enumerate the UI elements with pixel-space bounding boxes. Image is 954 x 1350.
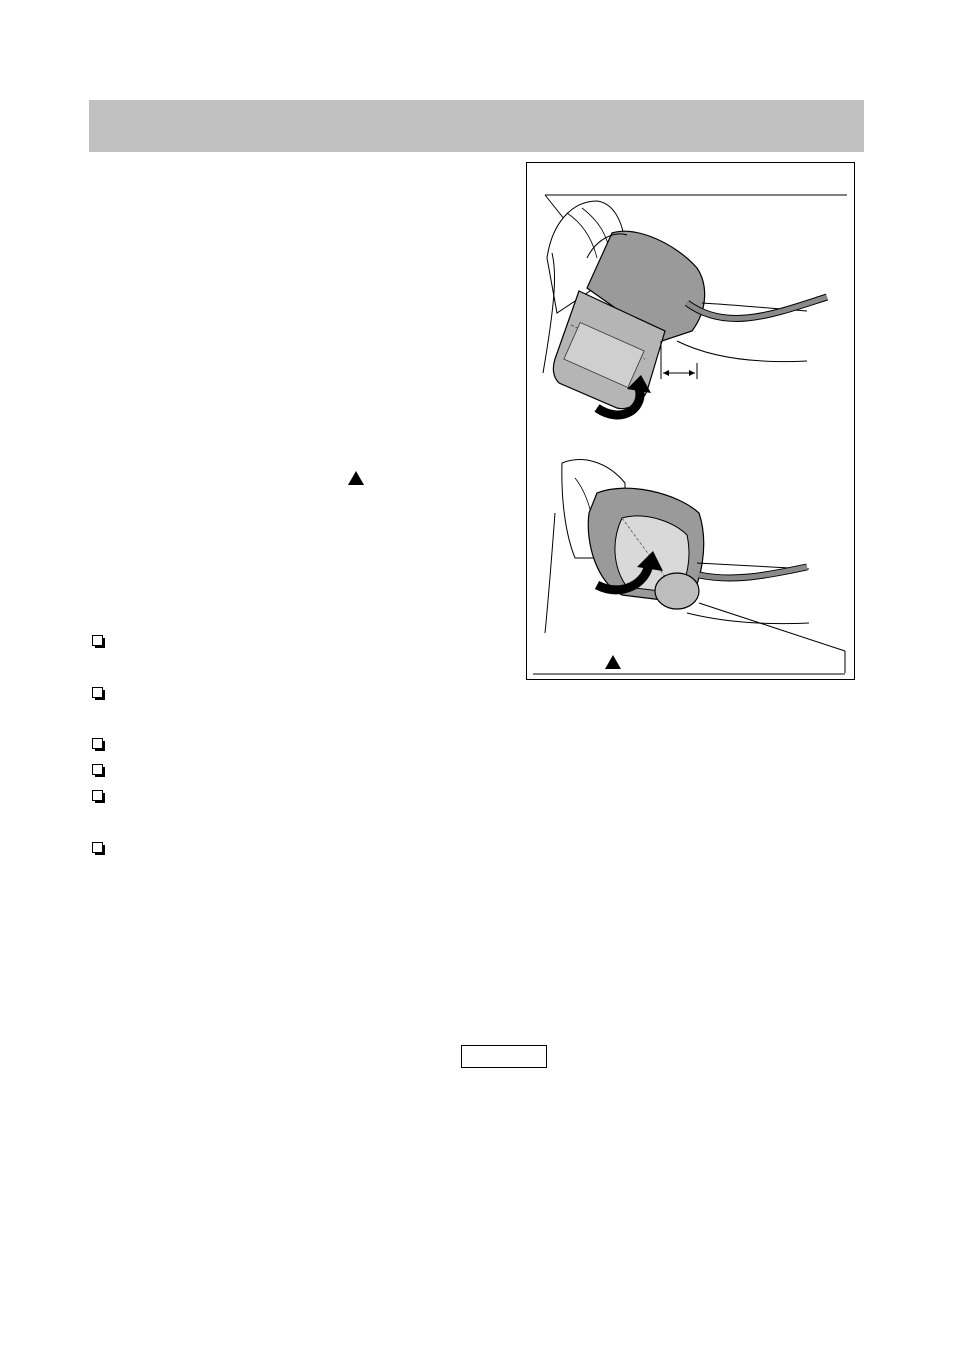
- cuff-illustration-panel: [526, 162, 855, 680]
- figure-triangle-marker-icon: [605, 655, 621, 669]
- checklist-item-2-checkbox-icon: [92, 687, 105, 700]
- checklist-item-1-checkbox-icon: [92, 635, 105, 648]
- lower-arm-figure: [545, 460, 845, 673]
- checklist-item-3-checkbox-icon: [92, 738, 105, 751]
- checklist-item-6-checkbox-icon: [92, 842, 105, 855]
- checklist-item-4-checkbox-icon: [92, 764, 105, 777]
- page-number-box: [461, 1045, 547, 1068]
- callout-leader-bottom: [699, 603, 845, 651]
- cuff-illustration: [527, 163, 856, 681]
- triangle-marker-icon: [348, 471, 364, 485]
- checklist-item-5-checkbox-icon: [92, 790, 105, 803]
- upper-arm-figure: [543, 201, 827, 415]
- section-header-band: [89, 100, 864, 152]
